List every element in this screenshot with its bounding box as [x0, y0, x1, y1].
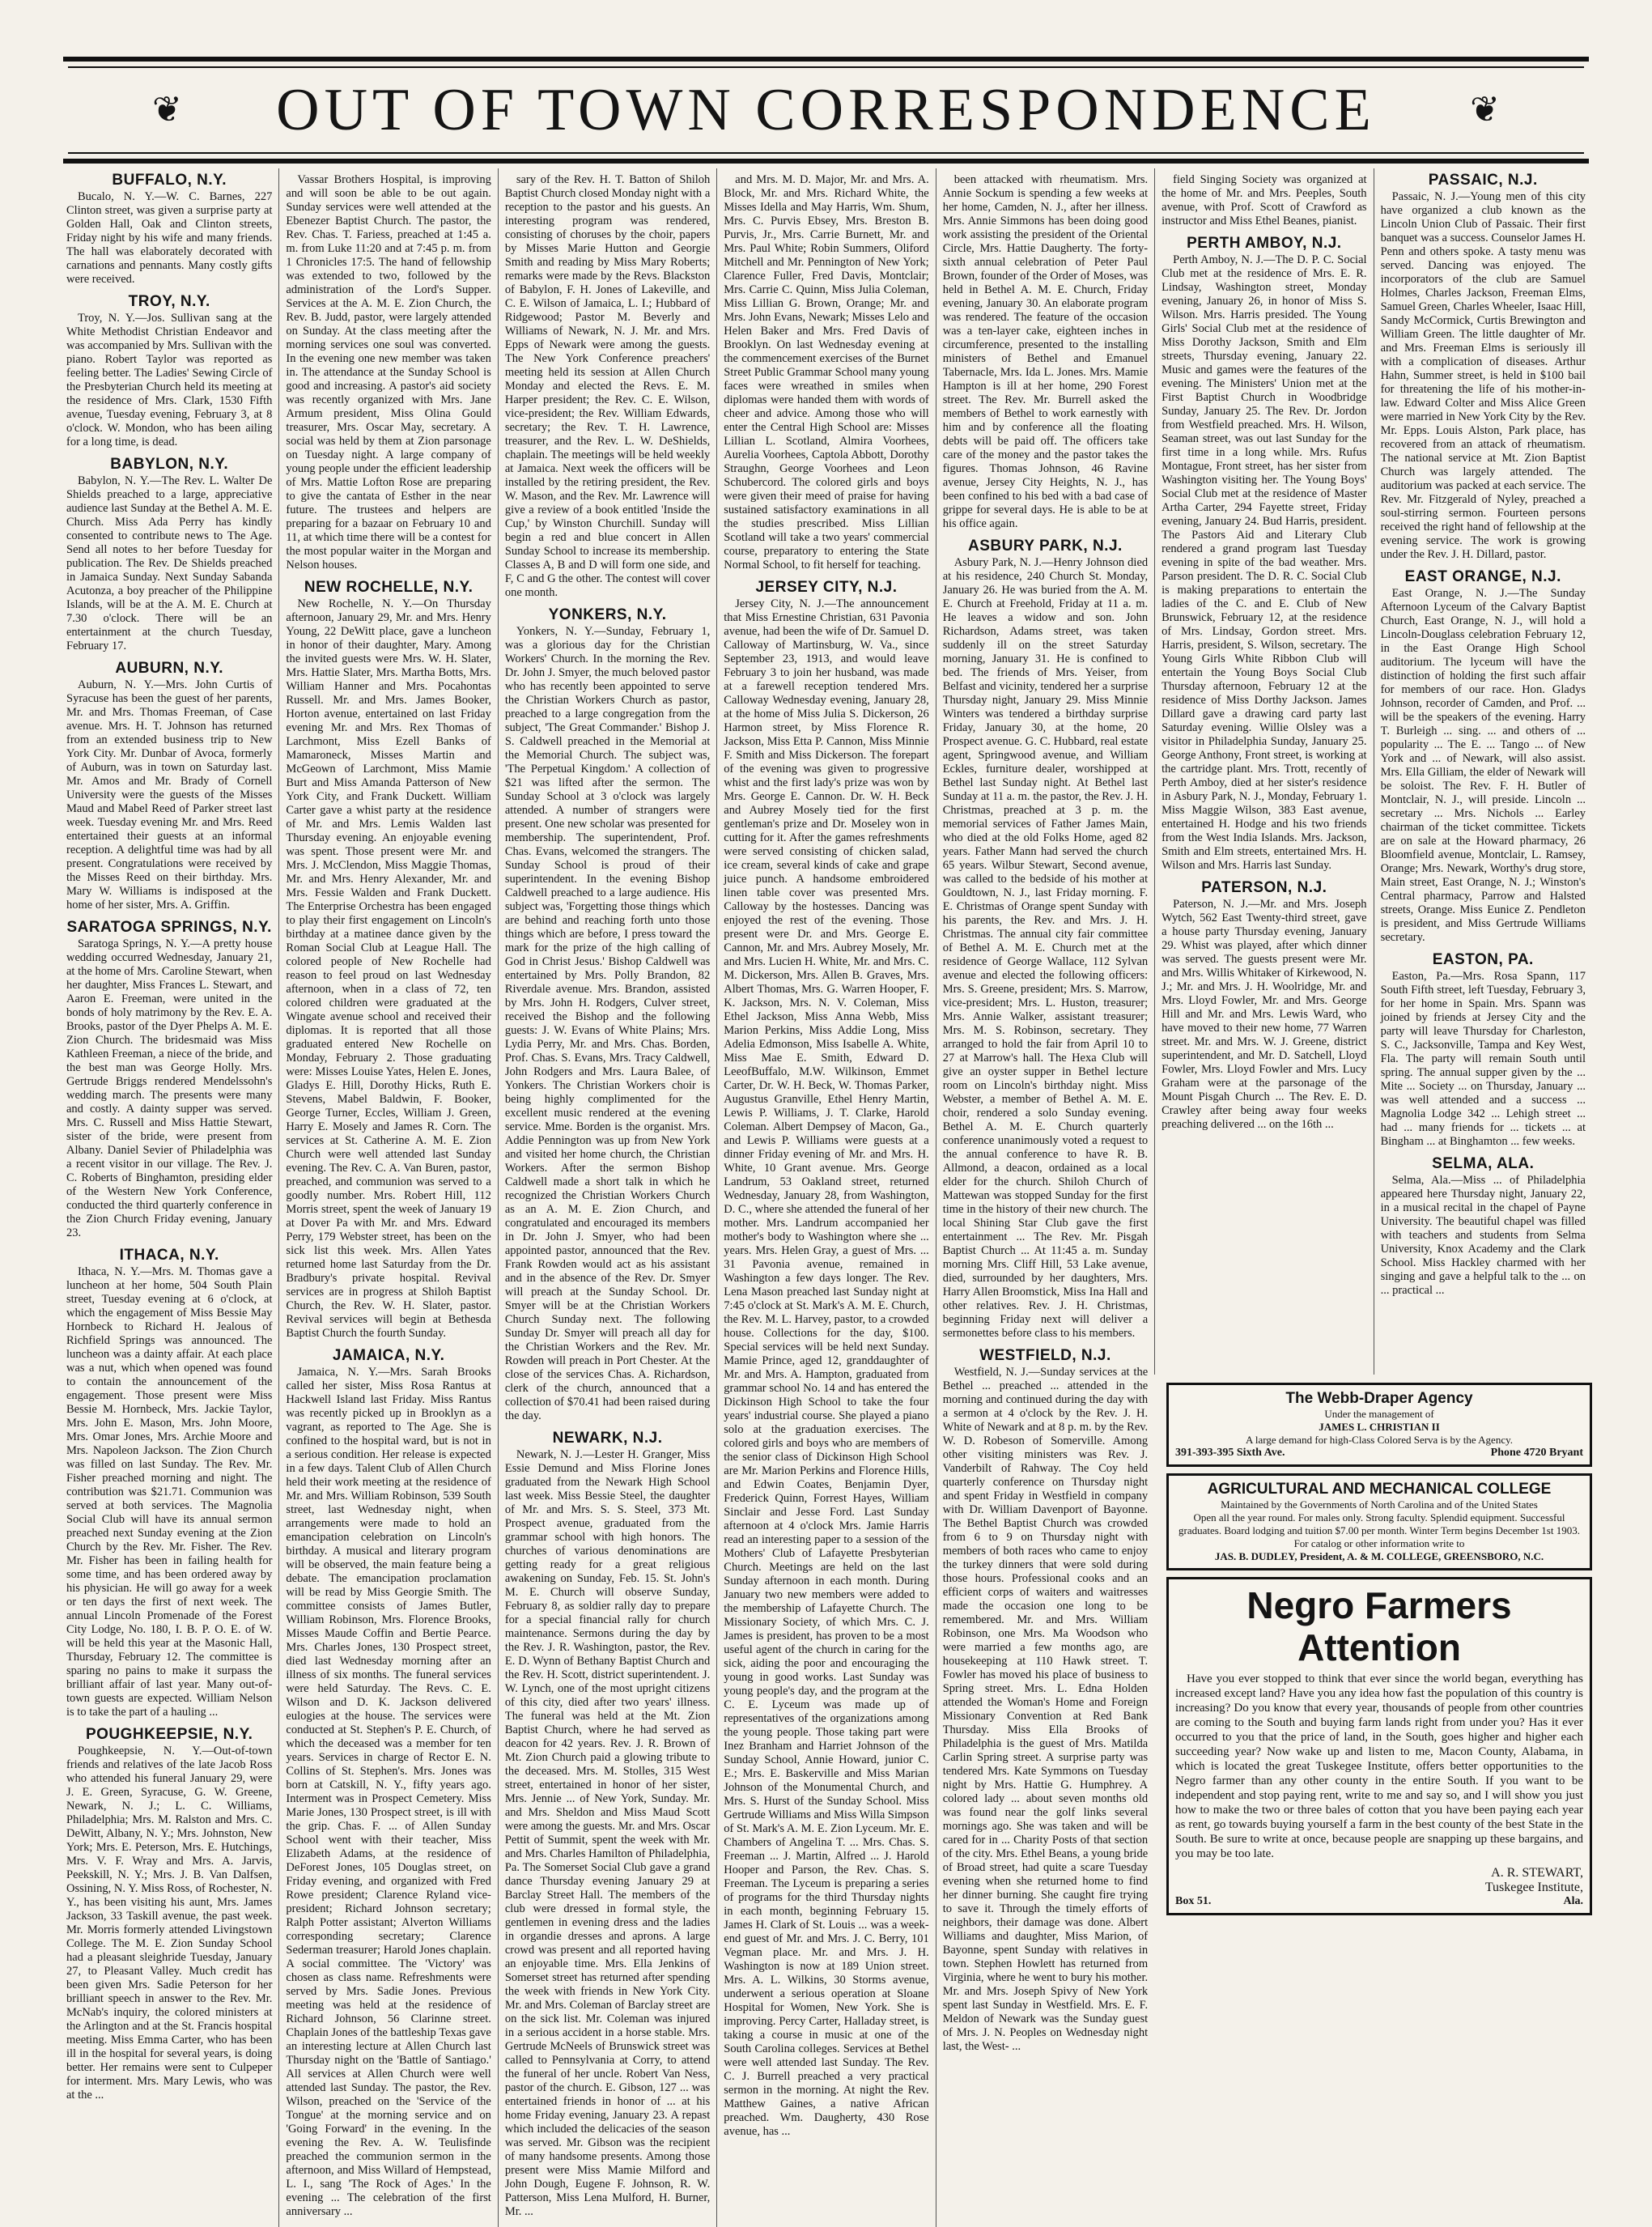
news-column [60, 168, 278, 2227]
ad-signature [1175, 1866, 1583, 1895]
dateline-heading: PASSAIC, N.J. [1428, 172, 1538, 189]
leaf-ornament-icon: ❦ [1470, 90, 1500, 130]
ad-phone: Phone 4720 Bryant [1490, 1447, 1583, 1459]
dateline-heading: NEW ROCHELLE, N.Y. [304, 579, 474, 596]
news-column [1154, 168, 1373, 1375]
ad-address: 391-393-395 Sixth Ave. [1175, 1447, 1285, 1459]
ad-state: Ala. [1563, 1895, 1583, 1907]
news-text: sary of the Rev. H. T. Batton of Shiloh Baptist Church closed Monday night with a reception to the pastor and his guests. An interesting program was rendered, consisting of choruses by the choir, papers by Misses Marie Hutton and Georgie Smith and reading by Miss Mary Roberts; remarks were made by the Revs. Blackston of Babylon, F. H. Jones of Lakeville, and C. E. Wilson of Jamaica, L. I.; Hubbard of Ridgewood; Pastor M. Beverly and Williams of Newark, N. J. Mr. and Mrs. Epps of Newark were among the guests. The New York Conference preachers' meeting held its session at Allen Church Monday and elected the Revs. E. M. Harper president; the Rev. C. E. Wilson, vice-president; the Rev. William Edwards, secretary; the Rev. T. H. Lawrence, treasurer, and the Rev. L. W. DeShields, chaplain. The meetings will be held weekly at Jamaica. Next week the officers will be installed by the retiring president, the Rev. W. Mason, and the Rev. Mr. Lawrence will give a review of a book entitled 'Inside the Cup,' by Winston Churchill. Sunday will begin a red and blue concert in Allen Sunday School to increase its membership. Classes A, B and D will form one side, and F, C and G the other. The contest will cover one month. [504, 173, 711, 599]
news-text: Poughkeepsie, N. Y.—Out-of-town friends and relatives of the late Jacob Ross who attended his funeral January 29, were J. E. Green, Syracuse, G. W. Greene, Newark, N. J.; L. C. Williams, Philadelphia; Mrs. M. Ralston and Mrs. C. DeWitt, Albany, N. Y.; Mrs. Johnston, New York; Mrs. E. Peterson, Mrs. E. Hutchings, Mrs. V. F. Wray and Mrs. A. Jarvis, Peekskill, N. Y.; Mrs. J. B. Van Dalfsen, Ossining, N. Y. Miss Ross, of Rochester, N. Y., has been visiting his aunt, Mrs. James Jackson, 33 Taskill avenue, the past week. Mr. Morris formerly attended Livingstown College. The M. E. Zion Sunday School had a pleasant sleighride Tuesday, January 27, to Pleasant Valley. Much credit has been given Mrs. Sadie Peterson for her brilliant speech in answer to the Rev. Mr. McNab's inquiry, the colored ministers at the Arlington and at the St. Francis hospital meeting. Miss Emma Carter, who has been ill in the hospital for several years, is doing better. Her remains were sent to Culpeper for interment. Mrs. Mary Lewis, who was at the ... [66, 1745, 273, 2102]
masthead [63, 57, 1589, 164]
news-text: Auburn, N. Y.—Mrs. John Curtis of Syracuse has been the guest of her parents, Mr. and Mrs. Thomas Freeman, of Case avenue. Mrs. H. T. Johnson has returned from an extended business trip to New York City. Mr. Dunbar of Avoca, formerly of Auburn, was in town on Saturday last. Mr. Amos and Mr. Brady of Cornell University were the guests of the Misses Maud and Mabel Reed of Parker street last week. Tuesday evening Mr. and Mrs. Reed entertained their guests at an informal reception. A delightful time was had by all present. Congratulations were received by the Misses Reed on their birthday. Mrs. Mary W. Williams is indisposed at the home of her sister, Mrs. A. Griffin. [66, 678, 273, 912]
news-text: Bucalo, N. Y.—W. C. Barnes, 227 Clinton street, was given a surprise party at Golden Hall, Oak and Clinton streets, Friday night by his wife and many friends. The hall was elaborately decorated with carnations and pennants. Many costly gifts were received. [66, 190, 273, 286]
news-item [286, 580, 491, 1341]
news-text: been attacked with rheumatism. Mrs. Annie Sockum is spending a few weeks at her home, Camden, N. J., after her illness. Mrs. Annie Simmons has been doing good work assisting the president of the Oriental Circle, Mrs. Hattie Daugherty. The forty-sixth annual celebration of Peter Paul Brown, founder of the Order of Moses, was held in Bethel A. M. E. Church, Friday evening, January 30. An elaborate program was rendered. The feature of the occasion was a ten-layer cake, eighteen inches in circumference, presented to the installing ministers of Bethel and Emanuel Tabernacle, Mrs. Ida L. Jones. Mrs. Mamie Hampton is ill at her home, 290 Forest street. The Rev. Mr. Burrell asked the members of Bethel to work earnestly with him and by conference all the floating debts will be paid off. The officers take care of the money and the pastor takes the figures. Thomas Johnson, 46 Ravine avenue, Jersey City Heights, N. J., has been confined to his bed with a bad case of grippe for several days. He is able to be at his office again. [942, 173, 1149, 530]
news-text: Westfield, N. J.—Sunday services at the Bethel ... preached ... attended in the morning and continued during the day with a sermon at 4 o'clock by the Rev. J. H. White of Newark and at 8 p. m. by the Rev. W. D. Robeson of Somerville. Among other visiting ministers was Rev. J. Vanderbilt of Rahway. The Coy held quarterly conference on Thursday night and spent Friday in Westfield in company with Dr. William Davenport of Bayonne. The Bethel Baptist Church was crowded from 6 to 9 on Thursday night with members of both races who came to enjoy the turkey dinners that were sold during those hours. Professional cooks and an efficient corps of waiters and waitresses made the occasion one long to be remembered. Mr. and Mrs. William Robinson, one Mrs. Ma Woodson who were married a few months ago, are housekeeping at 110 Hawk street. T. Fowler has moved his place of business to Spring street. Mrs. L. Edna Holden attended the Woman's Home and Foreign Missionary Convention at Red Bank Thursday. Miss Ella Brooks of Philadelphia is the guest of Mrs. Matilda Carlin Spring street. A surprise party was tendered Mrs. Kate Symmons on Tuesday night by Mrs. Hattie G. Humphrey. A colored lady ... about seven months old was found near the golf links several mornings ago. She was taken and will be cared for in ... Charity Posts of that section of the city. Mrs. Ethel Beans, a young bride of Broad street, had quite a scare Tuesday evening when she returned home to find her dinner burning. She caught fire trying to save it. Through the timely efforts of neighbors, their damage was done. Albert Williams and daughter, Miss Marion, of Bayonne, spent Sunday with relatives in town. Stephen Howlett has returned from Virginia, where he went to bury his mother. Mr. and Mrs. Joseph Spivy of New York spent last Sunday in Westfield. Mrs. E. F. Meldon of Newark was the Sunday guest of Mrs. J. N. Peoples on Wednesday night last, the West- ... [942, 1366, 1149, 2053]
news-text: Troy, N. Y.—Jos. Sullivan sang at the White Methodist Christian Endeavor and was accompanied by Mrs. Sullivan with the piano. Robert Taylor was reported as feeling better. The Ladies' Sewing Circle of the Presbyterian Church held its meeting at the residence of Mrs. Clark, 1530 Fifth avenue, Tuesday evening, February 3, at 8 o'clock. W. Mondon, who has been ailing for a long time, is dead. [66, 312, 273, 448]
news-item [943, 539, 1148, 1341]
news-column [716, 168, 935, 2227]
news-item [66, 1248, 272, 1719]
ad-line: Maintained by the Governments of North Carolina and of the United States [1221, 1498, 1538, 1511]
dateline-heading: PERTH AMBOY, N.J. [1187, 235, 1342, 252]
dateline-heading: EAST ORANGE, N.J. [1404, 568, 1561, 585]
news-item [1381, 570, 1586, 945]
news-column [936, 168, 1154, 2227]
news-text: Easton, Pa.—Mrs. Rosa Spann, 117 South Fifth street, left Tuesday, February 3, for her home in Spain. Mrs. Spann was joined by friends at Jersey City and the party will leave Thursday for Charleston, S. C., Jacksonville, Tampa and Key West, Fla. The party will remain South until spring. The annual supper given by the ... Mite ... Society ... on Thursday, January ... was well attended and a success ... Magnolia Lodge 342 ... Lehigh street ... had ... many friends for ... tickets ... at Bingham ... at Binghamton ... few weeks. [1380, 970, 1586, 1148]
dateline-heading: EASTON, PA. [1432, 951, 1534, 968]
news-item [286, 173, 491, 572]
news-text: Jamaica, N. Y.—Mrs. Sarah Brooks called her sister, Miss Rosa Rantus at Hackwell Island last Friday. Miss Rantus was recently picked up in Brooklyn as a vagrant, as reported to The Age. She is confined to the hospital ward, but is not in a serious condition. Her release is expected in a few days. Talent Club of Allen Church held their work meeting at the residence of Mr. and Mrs. William Robinson, 539 South street, last Wednesday night, when arrangements were made to hold an emancipation celebration on Lincoln's birthday. A musical and literary program will be observed, the main feature being a debate. The emancipation proclamation will be read by Miss Georgie Smith. The committee consists of James Butler, William Robinson, Mrs. Florence Brooks, Misses Maude Coffin and Bertie Pearce. Mrs. Charles Jones, 130 Prospect street, died last Wednesday morning after an illness of six months. The funeral services were held Saturday. The Revs. C. E. Wilson and D. K. Jackson delivered eulogies at the house. The services were conducted at St. Stephen's P. E. Church, of which the deceased was a member for ten years. Services in charge of Rector E. N. Collins of St. Stephen's. Mrs. Jones was born at Catskill, N. Y., fifty years ago. Interment was in Prospect Cemetery. Miss Marie Jones, 130 Prospect street, is ill with the grip. Chas. F. ... of Allen Sunday School went with their teacher, Miss Elizabeth Adams, at the residence of DeForest Jones, 105 Douglas street, on Friday evening, and organized with Fred Rowe president; Clarence Ryland vice-president; Richard Johnson secretary; Ralph Potter assistant; Alverton Williams corresponding secretary; Clarence Sederman treasurer; Harold Jones chaplain. A social committee. The 'Victory' was chosen as class name. Refreshments were served by Mrs. Sadie Jones. Previous meeting was held at the residence of Richard Johnson, 56 Clarinne street. Chaplain Jones of the battleship Texas gave an interesting lecture at Allen Church last Thursday night on the 'Battle of Santiago.' All services at Allen Church were well attended last Sunday. The pastor, the Rev. Wilson, preached on the 'Service of the Tongue' at the morning service and on 'Going Forward' in the evening. In the evening the Rev. A. W. Teulisfinde preached the communion sermon in the afternoon, and Miss Willard of Hempstead, L. I., sang 'The Rock of Ages.' In the evening ... The celebration of the first anniversary ... [286, 1366, 491, 2218]
ad-title: Negro Farmers Attention [1246, 1584, 1512, 1668]
news-column [498, 168, 716, 2227]
news-text: Yonkers, N. Y.—Sunday, February 1, was a glorious day for the Christian Workers' Church. In the morning the Rev. Dr. John J. Smyer, the much beloved pastor who has recently been appointed to serve the Christian Workers Church as pastor, preached to a large congregation from the subject, 'The Great Commander.' Bishop J. S. Caldwell preached in the Memorial at the Memorial Church. The subject was, 'The Perpetual Kingdom.' A collection of $21 was lifted after the sermon. The Sunday School at 3 o'clock was largely attended. A number of strangers were present. One new scholar was presented for membership. The superintendent, Prof. Chas. Evans, welcomed the strangers. The Sunday School is proud of their superintendent. In the evening Bishop Caldwell preached to a large audience. His subject was, 'Forgetting those things which are behind and reaching forth unto those things which are before, I press toward the mark for the prize of the high calling of God in Christ Jesus.' Bishop Caldwell was entertained by Mrs. Polly Brandon, 82 Riverdale avenue. Mrs. Brandon, assisted by Mrs. John H. Rodgers, Culver street, received the Bishop and the following guests: J. W. Evans of White Plains; Mrs. Lydia Perry, Mr. and Mrs. Chas. Borden, Prof. Chas. S. Evans, Mrs. Tracy Caldwell, John Rodgers and Mrs. Laura Balee, of Yonkers. The Christian Workers choir is being highly complimented for the excellent music rendered at the evening service. Mme. Borden is the organist. Mrs. Addie Pennington was up from New York and visited her home church, the Christian Workers. After the sermon Bishop Caldwell made a short talk in which he recognized the Christian Workers Church as an A. M. E. Zion Church, and congratulated and encouraged its members in Dr. John J. Smyer, who had been appointed pastor, announced that the Rev. Frank Rowden would act as his assistant and in the absence of the Rev. Dr. Smyer will preach at the Sunday School. Dr. Smyer will be at the Christian Workers Church Sunday next. The following Sunday Dr. Smyer will preach all day for the Christian Workers and the Rev. Mr. Rowden will preach in Port Chester. At the close of the services Chas. A. Richardson, clerk of the church, announced that a collection of $70.41 had been raised during the day. [504, 625, 711, 1422]
news-text: Babylon, N. Y.—The Rev. L. Walter De Shields preached to a large, appreciative audience last Sunday at the Bethel A. M. E. Church. Miss Ada Perry has kindly consented to contribute news to The Age. Send all notes to her before Tuesday for publication. The Rev. De Shields preached in Jamaica Sunday. Next Sunday Sabanda Acutonza, a boy preacher of the Philippine Islands, will be at the A. M. E. Church at 7.30 o'clock. There will be an entertainment at the church Tuesday, February 17. [66, 474, 273, 652]
news-item [66, 1728, 272, 2102]
news-text: Saratoga Springs, N. Y.—A pretty house wedding occurred Wednesday, January 21, at the home of Mrs. Caroline Stewart, when her daughter, Miss Frances L. Stewart, and Aaron E. Freeman, were united in the bonds of holy matrimony by the Rev. E. A. Brooks, pastor of the Dyer Phelps A. M. E. Zion Church. The bridesmaid was Miss Kathleen Freeman, a niece of the bride, and the best man was George Holly. Mrs. Gertrude Briggs rendered Mendelssohn's wedding march. The presents were many and costly. A dainty supper was served. Mrs. C. Russell and Miss Hattie Stewart, sister of the bride, were present from Albany. Daniel Sevier of Philadelphia was a recent visitor in our village. The Rev. J. C. Roberts of Binghamton, presiding elder of the Western New York Conference, conducted the third quarterly conference in the Zion Church Friday evening, January 23. [66, 937, 273, 1239]
news-text: Vassar Brothers Hospital, is improving and will soon be able to be out again. Sunday services were well attended at the Ebenezer Baptist Church. The pastor, the Rev. Chas. T. Fariess, preached at 1:45 a. m. from Luke 11:20 and at 7:45 p. m. from 1 Chronicles 17:5. The hand of fellowship was extended to two, followed by the administration of the Lord's Supper. Services at the A. M. E. Zion Church, the Rev. B. Judd, pastor, were largely attended on Sunday. At the class meeting after the morning services one soul was converted. In the evening one new member was taken in. The attendance at the Sunday School is good and increasing. A pastor's aid society was recently organized with Mrs. Jane Armum president, Miss Olina Gould treasurer, Mrs. Oscar May, secretary. A social was held by them at Zion parsonage on Tuesday night. A large company of young people under the efficient leadership of Mrs. Mattie Lofton Rose are preparing to give the cantata of Esther in the near future. The trustees and helpers are preparing for a bazaar on February 10 and 11, at which time there will be a contest for the most popular waiter in the Morgan and Nelson houses. [286, 173, 491, 572]
agricultural-college-ad [1166, 1473, 1592, 1570]
news-text: Ithaca, N. Y.—Mrs. M. Thomas gave a luncheon at her home, 504 South Plain street, Tuesday evening at 6 o'clock, at which the engagement of Miss Bessie May Hornbeck to Richard H. Jealous of Richfield Springs was announced. The luncheon was a dainty affair. At each place was a nut, which when opened was found to contain the announcement of the engagement. Those present were Miss Bessie M. Hornbeck, Mrs. Jackie Taylor, Mrs. John E. Mason, Mrs. John Moore, Mrs. Omar Jones, Mrs. Archie Moore and Mrs. Napoleon Jackson. The Zion Church was filled on last Sunday. The Rev. Mr. Fisher preached morning and night. The contribution was $21.71. Communion was served at both services. The Magnolia Social Club will have its annual sermon preached next Sunday evening at the Zion Church by the Rev. Mr. Fisher. The Rev. Mr. Fisher has been in failing health for some time, and has been ordered away by his physician. He will go away for a week or ten days the first of next week. The annual Lincoln Promenade of the Forest City Lodge, No. 180, I. B. P. O. E. of W. will be held this year at the Masonic Hall, Thursday, February 12. The committee is sparing no pains to make it surpass the brilliant affair of last year. Many out-of-town guests are expected. William Nelson is to take the part of a hauling ... [66, 1265, 273, 1719]
news-item [943, 1349, 1148, 2054]
news-item [505, 173, 710, 600]
dateline-heading: WESTFIELD, N.J. [979, 1347, 1111, 1364]
negro-farmers-ad [1166, 1577, 1592, 1915]
news-item [66, 457, 272, 653]
dateline-heading: YONKERS, N.Y. [548, 606, 667, 623]
ad-line: Under the management of [1324, 1408, 1434, 1420]
dateline-heading: JERSEY CITY, N.J. [755, 579, 898, 596]
news-column [1374, 168, 1592, 1375]
news-column [278, 168, 497, 2227]
news-text: East Orange, N. J.—The Sunday Afternoon Lyceum of the Calvary Baptist Church, East Orange, N. J., will hold a Lincoln-Douglass celebration February 12, in the East Orange High School auditorium. The lyceum will have the distinction of holding the first such affair for members of our race. Hon. Gladys Johnson, recorder of Camden, and Prof. ... will be the speakers of the evening. Harry T. Burleigh ... sing. ... and others of ... popularity ... The E. ... Tango ... of New York and ... of Newark, will also assist. Mrs. Ella Gilliam, the elder of Newark will be soloist. The Rev. F. H. Butler of Montclair, N. J., will preside. Lincoln ... secretary ... Mrs. Nichols ... Earley chairman of the ticket committee. Tickets are on sale at the Howard pharmacy, 26 Bloomfield avenue, Montclair, L. Ramsey, Orange; Mrs. Newark, Worthy's drug store, Main street, East Orange, N. J.; Winston's Central pharmacy, Parrow and Halsted streets, Orange. Miss Eunice Z. Pendleton is president, and Miss Gertrude Williams secretary. [1380, 587, 1586, 944]
news-item [1381, 173, 1586, 562]
news-text: Jersey City, N. J.—The announcement that Miss Ernestine Christian, 631 Pavonia avenue, had been the wife of Dr. Samuel D. Calloway of Martinsburg, W. Va., since September 23, 1913, and would leave February 3 to join her husband, was made at a farewell reception tendered Mrs. Calloway Wednesday evening, January 28, at the home of Miss Julia S. Dickerson, 26 Harmon street, by Miss Florence R. Jackson, Miss Etta P. Cannon, Miss Minnie F. Smith and Miss Dickerson. The forepart of the evening was given to progressive whist and the first lady's prize was won by Mrs. George E. Cannon. Dr. W. H. Beck and Aubrey Mosely tied for the first gentleman's prize and Dr. Moseley won in cutting for it. After the games refreshments were served consisting of chicken salad, ice cream, several kinds of cake and grape juice punch. A handsome embroidered linen table cover was presented Mrs. Calloway by the hostesses. Dancing was enjoyed the rest of the evening. Those present were Dr. and Mrs. George E. Cannon, Mr. and Mrs. Aubrey Mosely, Mr. and Mrs. Lucien H. White, Mr. and Mrs. C. M. Dickerson, Mrs. Allen B. Graves, Mrs. Albert Thomas, Mrs. G. Warren Hooper, F. K. Jackson, Mrs. N. V. Coleman, Miss Ethel Jackson, Miss Anna Webb, Miss Marion Perkins, Miss Addie Long, Miss Adelia Edmonson, Miss Isabelle A. White, Miss Mae E. Smith, Edward D. LeeofBuffalo, M.W. Wilkinson, Emmet Carter, Dr. W. H. Beck, W. Thomas Parker, Augustus Granville, Ethel Henry Martin, Lewis P. Williams, J. T. Clarke, Harold Coleman. Albert Dempsey of Macon, Ga., and Lewis P. Williams were guests at a dinner Friday evening of Mr. and Mrs. H. White, 10 Grant avenue. Mrs. George Landrum, 53 Oakland street, returned Wednesday, January 28, from Washington, D. C., where she attended the funeral of her mother. Mrs. Landrum accompanied her mother's body to Washington where she ... years. Mrs. Helen Gray, a guest of Mrs. ... 31 Pavonia avenue, remained in Washington a few days longer. The Rev. Lena Mason preached last Sunday night at 7:45 o'clock at St. Mark's A. M. E. Church, the Rev. M. L. Harvey, pastor, to a crowded house. Collections for the day, $100. Special services will be held next Sunday. Mamie Prince, aged 12, granddaughter of Mr. and Mrs. A. Hampton, graduated from grammar school No. 14 and has entered the Dickinson High School to take the four years' industrial course. She played a piano solo at the graduation exercises. The colored girls and boys who are members of the senior class of Dickinson High School are Mr. Marion Perkins and Florence Hills, and Edwin Coates, Benjamin Dyer, Frederick Quinn, Forrest Hayes, William Sinclair and Jesse Ford. Last Sunday afternoon at 4 o'clock Mrs. Jamie Harris read an interesting paper to a session of the Mothers' Club of Lafayette Presbyterian Church. Meetings are held on the last Sunday afternoon in each month. During January two new members were added to the membership of Lafayette Church. The Missionary Society, of which Mrs. C. J. James is president, has proven to be a most useful agent of the church in caring for the sick, aiding the poor and encouraging the young in good works. Last Sunday was young people's day, and the program at the C. E. Lyceum was made up of representatives of the organizations among the young people. Those taking part were Inez Branham and Harriet Johnson of the Sunday School, Annie Howard, junior C. E.; Mrs. E. Baskerville and Miss Marian Johnson of the Monumental Church, and Mrs. S. Hurst of the Sunday School. Miss Gertrude Williams and Miss Willa Simpson of St. Mark's A. M. E. Zion Lyceum. Mr. E. Chambers of Angelina T. ... Mrs. Chas. S. Freeman ... J. Martin, Alfred ... J. Harold Hooper and Parson, the Rev. Chas. S. Freeman. The Lyceum is preparing a series of programs for the third Thursday nights in each month, beginning February 15. James H. Clark of St. Louis ... was a week-end guest of Mr. and Mrs. J. C. Berry, 101 Vegman place. Mr. and Mrs. J. H. Washington is now at 189 Union street. Mrs. A. L. Wilkins, 30 Storms avenue, underwent a serious operation at Sloane Hospital for Women, New York. She is improving. Percy Carter, Halladay street, is taking a course in music at one of the South Carolina colleges. Services at Bethel were well attended last Sunday. The Rev. C. J. Burrell preached a very practical sermon in the morning. At night the Rev. Matthew Gaines, a native African preached. Wm. Daugherty, 430 Rose avenue, has ... [724, 597, 929, 2138]
news-item [66, 295, 272, 449]
news-text: Selma, Ala.—Miss ... of Philadelphia appeared here Thursday night, January 22, in a musical recital in the chapel of Payne University. The beautiful chapel was filled with teachers and students from Selma University, Knox Academy and the Clark School. Miss Hackley charmed with her singing and gave a helpful talk to the ... on ... practical ... [1380, 1174, 1586, 1297]
ad-line: Open all the year round. For males only. Strong faculty. Splendid equipment. Successful graduates. Board lodging and tuition $7.00 per month. Winter Term begins December 1st 1903. For catalog or other information write to [1178, 1511, 1580, 1549]
dateline-heading: TROY, N.Y. [128, 293, 210, 310]
dateline-heading: PATERSON, N.J. [1201, 879, 1327, 896]
news-item [1381, 953, 1586, 1149]
dateline-heading: ITHACA, N.Y. [119, 1247, 219, 1264]
dateline-heading: SARATOGA SPRINGS, N.Y. [66, 919, 272, 936]
dateline-heading: ASBURY PARK, N.J. [968, 538, 1123, 555]
ad-box: Box 51. [1175, 1895, 1212, 1907]
news-item [505, 1431, 710, 2219]
news-text: and Mrs. M. D. Major, Mr. and Mrs. A. Block, Mr. and Mrs. Richard White, the Misses Idella and May Harris, Wm. Shum, Mrs. C. Purvis Ebsey, Mrs. Breston B. Purvis, Jr., Mrs. Carrie Burnett, Mr. and Mrs. Paul White; Robin Summers, Oliford Mitchell and Mr. Pennington of New York; Clarence Fuller, Fred Davis, Montclair; Mrs. Carrie C. Quinn, Miss Julia Coleman, Miss Lillian G. Brown, Orange; Mr. and Mrs. John Evans, Newark; Misses Lelo and Helen Baker and Mrs. Fred Davis of Brooklyn. On last Wednesday evening at the commencement exercises of the Burnet Street Public Grammar School many young faces were wreathed in smiles when diplomas were handed them with words of cheer and advice. Among those who will enter the Central High School are: Misses Lillian L. Scotland, Almira Voorhees, Aurelia Voorhees, Captola Abbott, Dorothy Straughn, George Voorhees and Leon Schubercord. The colored girls and boys were given their meed of praise for having sustained satisfactory examinations in all the studies prescribed. Miss Lillian Scotland will take a two years' commercial course, preparatory to entering the State Normal School, to fit herself for teaching. [724, 173, 929, 572]
dateline-heading: JAMAICA, N.Y. [332, 1347, 445, 1364]
news-item [1161, 236, 1366, 873]
news-item [286, 1349, 491, 2219]
ad-sign-place: Tuskegee Institute, [1484, 1881, 1583, 1894]
dateline-heading: BABYLON, N.Y. [110, 456, 229, 473]
dateline-heading: AUBURN, N.Y. [115, 660, 224, 677]
ad-footer-row [1175, 1895, 1583, 1908]
news-item [1161, 173, 1366, 228]
dateline-heading: SELMA, ALA. [1432, 1155, 1535, 1172]
ad-line: JAS. B. DUDLEY, President, A. & M. COLLEGE, GREENSBORO, N.C. [1214, 1550, 1544, 1562]
news-text: Passaic, N. J.—Young men of this city have organized a club known as the Lincoln Union Club of Passaic. Their first banquet was a success. Counselor James H. Penn and others spoke. A tasty menu was served. Dancing was enjoyed. The incorporators of the club are Samuel Holmes, Charles Jackson, Freeman Elms, Samuel Green, Charles Wheeler, Isaac Hill, Sandy McCormick, Curtis Brewington and William Green. The little daughter of Mr. and Mrs. Freeman Elms is seriously ill with a complication of diseases. Arthur Hahn, Summer street, is held in $100 bail for threatening the life of his mother-in-law. Edward Colter and Miss Alice Green were married in New York City by the Rev. Mr. Epps. Louis Alston, Park place, has recovered from an attack of rheumatism. The national service at Mt. Zion Baptist Church was largely attended. The auditorium was packed at each service. The Rev. Mr. Fitzgerald of Nyley, preached a soul-stirring sermon. Fourteen persons received the right hand of fellowship at the evening service. The work is growing under the Rev. J. H. Dillard, pastor. [1380, 190, 1586, 561]
ad-title: AGRICULTURAL AND MECHANICAL COLLEGE [1207, 1481, 1552, 1498]
news-item [1381, 1157, 1586, 1298]
news-item [66, 173, 272, 287]
news-item [505, 608, 710, 1423]
news-item [66, 920, 272, 1240]
dateline-heading: POUGHKEEPSIE, N.Y. [85, 1726, 253, 1743]
news-item [66, 661, 272, 912]
leaf-ornament-icon: ❦ [152, 90, 182, 130]
news-item [1161, 881, 1366, 1132]
ad-address-row [1175, 1447, 1583, 1460]
news-item [943, 173, 1148, 531]
news-text: Perth Amboy, N. J.—The D. P. C. Social Club met at the residence of Mrs. E. R. Lindsay, Washington street, Monday evening, January 26, in honor of Miss S. Wilson. Mrs. Harris presided. The Young Girls' Social Club met at the residence of Miss Dorothy Jackson, Smith and Elm streets, Thursday evening, January 22. Music and games were the features of the evening. The Ministers' Union met at the First Baptist Church in Woodbridge Sunday, January 25. The Rev. Dr. Jordon from Westfield preached. Mrs. H. Wilson, Seaman street, was out last Sunday for the first time in a long while. Mrs. Rufus Montague, Front street, has her sister from Washington visiting her. The Young Boys' Social Club met at the residence of Master Artha Carter, 294 Fayette street, Friday evening, January 24. Bud Harris, president. The Pastors Aid and Literary Club rendered a grand program last Tuesday evening in spite of the bad weather. Mrs. Parson president. The D. R. C. Social Club is making preparations to entertain the ladies of the C. and E. Club of New Brunswick, February 12, at the residence of Mrs. Lindsay, Gordon street. Mrs. Harris, president, S. Wilson, secretary. The Young Girls White Ribbon Club will entertain the Young Boys Social Club Thursday afternoon, February 12 at the residence of Miss Dorthy Jackson. James Dillard gave a drawing card party last Saturday evening. Willie Olsley was a visitor in Philadelphia Sunday, January 25. George Anthony, Front street, is working at the cartridge plant. Mrs. Trott, recently of Perth Amboy, died at her sister's residence in Asbury Park, N. J., Monday, February 1. Miss Maggie Wilson, 383 East avenue, entertained H. Hodge and his two friends from the West India Islands. Mrs. Jackson, Smith and Elm streets, entertained Mrs. H. Wilson and Mrs. Harris last Sunday. [1161, 253, 1367, 872]
page-title: OUT OF TOWN CORRESPONDENCE [276, 76, 1376, 143]
news-text: field Singing Society was organized at the home of Mr. and Mrs. Peeples, South avenue, with Prof. Scott of Crawford as instructor and Miss Ethel Beanes, pianist. [1161, 173, 1367, 227]
ad-line: A large demand for high-Class Colored Serva is by the Agency. [1246, 1434, 1513, 1446]
ad-sign-name: A. R. STEWART, [1491, 1866, 1583, 1880]
news-text: Paterson, N. J.—Mr. and Mrs. Joseph Wytch, 562 East Twenty-third street, gave a house party Thursday evening, January 29. Whist was played, after which dinner was served. The guests present were Mr. and Mrs. Willis Whitaker of Kirkewood, N. J.; Mr. and Mrs. J. H. Woolridge, Mr. and Mrs. Lloyd Fowler, Mr. and Mrs. George Hill and Mr. and Mrs. Lewis Ward, who have moved to their new home, 77 Warren street. Mr. and Mrs. W. J. Greene, district superintendent, and Mr. D. Satchell, Lloyd Fowler, Mrs. Lloyd Fowler and Mrs. Lucy Graham were at the parsonage of the Mount Pisgah Church ... The Rev. E. D. Crawley after being away four weeks preaching delivered ... on the 16th ... [1161, 898, 1367, 1131]
news-text: New Rochelle, N. Y.—On Thursday afternoon, January 29, Mr. and Mrs. Henry Young, 22 DeWitt place, gave a luncheon in honor of their daughter, Mary. Among the invited guests were Mrs. W. H. Slater, Mrs. Hattie Slater, Mrs. Martha Botts, Mrs. William Hanner and Mrs. Pocahontas Russell. Mr. and Mrs. James Booker, Horton avenue, entertained on last Friday evening Mr. and Mrs. Rex Thomas of Larchmont, Miss Ezell Banks of Mamaroneck, Misses Martin and McGeown of Larchmont, Miss Mamie Burt and Miss Amanda Patterson of New York City, and Frank Duckett. William Carter gave a whist party at the residence of Mr. and Mrs. Lemis Walden last Thursday evening. An enjoyable evening was spent. Those present were Mr. and Mrs. J. McClendon, Miss Maggie Thomas, Mr. and Mrs. Henry Alexander, Mr. and Mrs. Fessie Walden and Frank Duckett. The Enterprise Orchestra has been engaged to play their first engagement on Lincoln's birthday at a matinee dance given by the Roman Social Club at League Hall. The colored people of New Rochelle had reason to feel proud on last Wednesday afternoon, when in a class of 72, ten colored children were graduated at the Wingate avenue school and received their diplomas. It is reported that all those graduated entered New Rochelle on Monday, February 2. Those graduating were: Misses Louise Yates, Helen E. Jones, Gladys E. Hill, Dorothy Hicks, Ruth E. Stevens, Mabel Baldwin, F. Booker, George Turner, Eccles, William J. Green, Harry E. Mosely and James R. Corn. The services at St. Catherine A. M. E. Zion Church were well attended last Sunday evening. The Rev. C. A. Van Buren, pastor, preached, and communion was served to a goodly number. Mrs. Robert Hill, 112 Morris street, spent the week of January 19 at Dover Pa with Mr. and Mrs. Edward Perry, 179 Webster street, has been on the sick list this week. Mrs. Allen Yates returned home last Saturday from the Dr. Bradbury's private hospital. Revival services are in progress at Shiloh Baptist Church, the Rev. W. H. Slater, pastor. Revival services will begin at Bethesda Baptist Church the fourth Sunday. [286, 597, 491, 1340]
ad-body: Have you ever stopped to think that ever since the world began, everything has increased except land? Have you any idea how fast the population of this country is increasing? Do you know that every year, thousands of people from other countries are coming to the South and buying farm lands right from under you? Has it ever occurred to you that the price of land, in the South, goes higher and higher each succeeding year? Now wake up and listen to me, Macon County, Alabama, in which is located the great Tuskegee Institute, offers better opportunities to the Negro farmer than any other county in the entire South. If you want to be independent and stop paying rent, write to me and say so, and I will show you just how to make the two or three bales of cotton that you have been paying each year as rent, go towards buying yourself a farm in the best county of the best State in the South. Be sure to write at once, because people are snapping up these bargains, and you may be too late. [1175, 1672, 1583, 1860]
dateline-heading: NEWARK, N.J. [552, 1430, 663, 1447]
ad-line: JAMES L. CHRISTIAN II [1319, 1421, 1440, 1433]
ad-title: The Webb-Draper Agency [1285, 1390, 1473, 1407]
webb-draper-ad [1166, 1383, 1592, 1467]
news-item [724, 580, 928, 2139]
dateline-heading: BUFFALO, N.Y. [112, 172, 227, 189]
news-item [724, 173, 928, 572]
news-text: Asbury Park, N. J.—Henry Johnson died at his residence, 240 Church St. Monday, January 26. He was buried from the A. M. E. Church at Freehold, Friday at 11 a. m. He leaves a widow and son. John Richardson, Adams street, was taken suddenly ill on the street Saturday morning, January 31. He is confined to bed. The friends of Mrs. Yeiser, from Belfast and vicinity, tendered her a surprise Thursday night, January 29. Miss Minnie Winters was tendered a birthday surprise Friday, January 30, at the home, 20 Prospect avenue. G. C. Hubbard, real estate agent, Springwood avenue, and William Eckles, furniture dealer, worshipped at Bethel last Sunday night. At Bethel last Sunday at 11 a. m. the pastor, the Rev. J. H. Christmas, preached at 3 p. m. the memorial services of Father James Main, who died at the old Folks Home, aged 82 years. Father Mann had served the church 65 years. Wilbur Stewart, Second avenue, was called to the bedside of his mother at Gouldtown, N. J., last Friday morning. F. E. Christmas of Orange spent Sunday with his parents, the Rev. and Mrs. J. H. Christmas. The annual city fair committee of Bethel A. M. E. Church met at the residence of George Wallace, 112 Sylvan avenue and elected the following officers: Mrs. S. Greene, president; Mrs. S. Marrow, vice-president; Mrs. L. Huston, treasurer; Mrs. Annie Walker, assistant treasurer; Mrs. M. S. Robinson, secretary. They arranged to hold the fair from April 10 to 27 at Marrow's hall. The Hexa Club will give an oyster supper in Bethel lecture room on Lincoln's birthday night. Miss Webster, a member of Bethel A. M. E. choir, rendered a solo Sunday evening. Bethel A. M. E. Church quarterly conference unanimously voted a request to the annual conference to have R. B. Allmond, a deacon, ordained as a local elder for the church. Shiloh Church of Mattewan was stopped Sunday for the first time in the history of their new church. The local Shining Star Club gave the first entertainment ... The Rev. Mr. Pisgah Baptist Church ... At 11:45 a. m. Sunday morning Mrs. Cliff Hill, 53 Lake avenue, died, surrounded by her daughters, Mrs. Harry Allen Broomstick, Miss Ina Hall and other relatives. Rev. J. H. Christmas, beginning Friday next will deliver a sermonettes before class to his members. [942, 556, 1149, 1340]
advertisements [1166, 1376, 1592, 1922]
news-text: Newark, N. J.—Lester H. Granger, Miss Essie Demund and Miss Florine Jones graduated from the Newark High School last week. Miss Bessie Steel, the daughter of Mr. and Mrs. S. S. Steel, 373 Mt. Prospect avenue, graduated from the grammar school with high honors. The churches of various denominations are getting ready for a great religious awakening on Sunday, Feb. 15. St. John's M. E. Church will observe Sunday, February 8, as soldier rally day to prepare for a special financial rally for church maintenance. Sermons during the day by the Rev. J. R. Washington, pastor, the Rev. E. D. Wynn of Bethany Baptist Church and the Rev. H. Scott, district superintendent. J. W. Lynch, one of the most upright citizens of this city, died after two years' illness. The funeral was held at the Mt. Zion Baptist Church, where he had served as deacon for 42 years. Rev. J. R. Brown of Mt. Zion Church paid a glowing tribute to the deceased. Mrs. M. Stolles, 315 West street, entertained in honor of her sister, Mrs. Jennie ... of New York, Sunday. Mr. and Mrs. Sheldon and Miss Maud Scott were among the guests. Mr. and Mrs. Oscar Pettit of Summit, spent the week with Mr. and Mrs. Charles Hamilton of Philadelphia, Pa. The Somerset Social Club gave a grand dance Thursday evening January 29 at Barclay Street Hall. The members of the club were dressed in formal style, the gentlemen in evening dress and the ladies in organdie dresses and aprons. A large crowd was present and all reported having an enjoyable time. Mrs. Ella Jenkins of Somerset street has returned after spending the week with friends in New York City. Mr. and Mrs. Coleman of Barclay street are on the sick list. Mr. Coleman was injured in a serious accident in a horse stable. Mrs. Gertrude McNeels of Brunswick street was called to Pennsylvania at Corry, to attend the funeral of her uncle. Robert Van Ness, pastor of the church. E. Gibson, 127 ... was entertained friends in honor of ... at his home Friday evening, January 23. A repast which included the delicacies of the season was served. Mr. Gibson was the recipient of many handsome presents. Among those present were Miss Mamie Milford and John Dough, Eugene F. Johnson, R. W. Patterson, Miss Lena Mulford, H. Burner, Mr. ... [504, 1448, 711, 2218]
